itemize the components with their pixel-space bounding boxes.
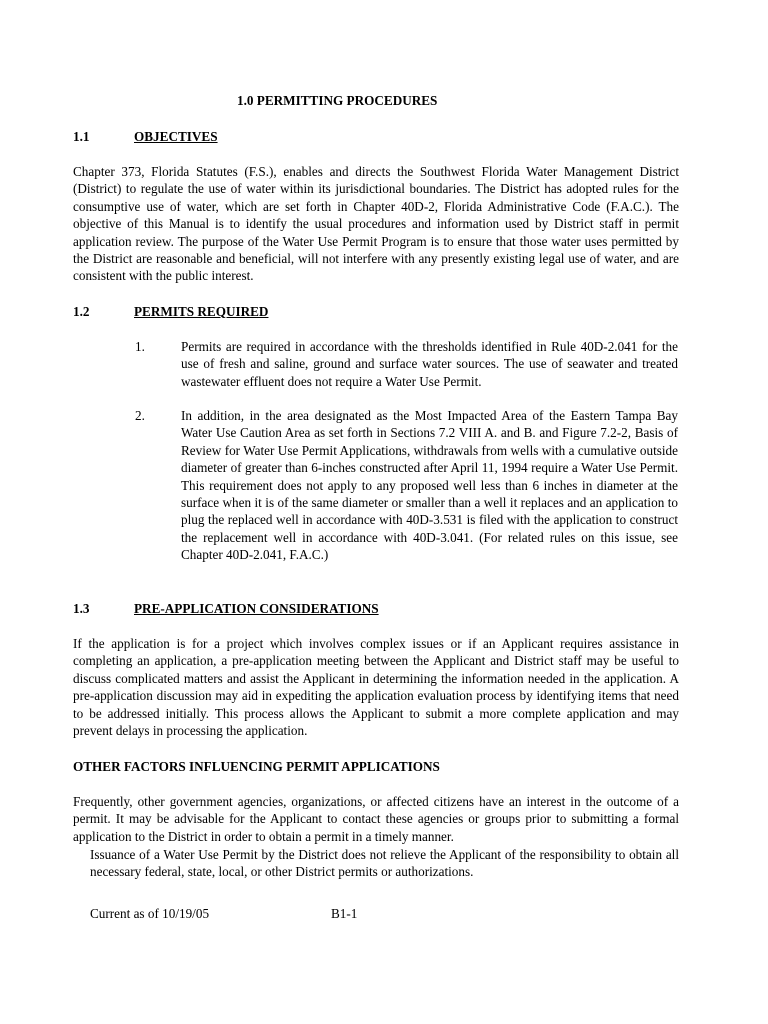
other-factors-heading: OTHER FACTORS INFLUENCING PERMIT APPLICATIONS	[73, 759, 440, 774]
other-factors-paragraph-indented: Issuance of a Water Use Permit by the District does not relieve the Applicant of the responsibility to obtain all necessary federal, state, local, or other District permits or authorizations.	[90, 847, 679, 880]
list-item-number: 1.	[135, 339, 145, 354]
section-name: OBJECTIVES	[134, 129, 218, 144]
section-number: 1.2	[73, 304, 90, 319]
page-title: 1.0 PERMITTING PROCEDURES	[237, 93, 438, 108]
section-name: PERMITS REQUIRED	[134, 304, 269, 319]
section-name: PRE-APPLICATION CONSIDERATIONS	[134, 601, 379, 616]
list-item-text: Permits are required in accordance with the thresholds identified in Rule 40D-2.041 for the use of fresh and saline, ground and surface water sources. The use of seawater and treated wastewater effluent does not require a Water Use Permit.	[181, 339, 678, 389]
list-item-number: 2.	[135, 408, 145, 423]
footer-date: Current as of 10/19/05	[90, 906, 210, 921]
section-heading-pre-application	[73, 600, 573, 618]
pre-application-paragraph: If the application is for a project which involves complex issues or if an Applicant requires assistance in completing an application, a pre-application meeting between the Applicant and District staff may be useful to discuss complicated matters and assist the Applicant in determining the information needed in the application. A pre-application discussion may aid in expediting the application evaluation process by identifying items that need to be addressed initially. This process allows the Applicant to submit a more complete application and may prevent delays in processing the application.	[73, 636, 679, 739]
section-number: 1.3	[73, 601, 90, 616]
other-factors-paragraph: Frequently, other government agencies, organizations, or affected citizens have an interest in the outcome of a permit. It may be advisable for the Applicant to contact these agencies or groups prior to submitting a formal application to the District in order to obtain a permit in a timely manner.	[73, 794, 679, 844]
section-heading-permits-required	[73, 303, 573, 321]
section-heading-objectives	[73, 128, 573, 146]
objectives-paragraph: Chapter 373, Florida Statutes (F.S.), enables and directs the Southwest Florida Water Management District (District) to regulate the use of water within its jurisdictional boundaries. The District has adopted rules for the consumptive use of water, which are set forth in Chapter 40D-2, Florida Administrative Code (F.A.C.). The objective of this Manual is to identify the usual procedures and information used by District staff in permit application review. The purpose of the Water Use Permit Program is to ensure that those water uses permitted by the District are reasonable and beneficial, will not interfere with any presently existing legal use of water, and are consistent with the public interest.	[73, 164, 679, 284]
list-item-text: In addition, in the area designated as the Most Impacted Area of the Eastern Tampa Bay Water Use Caution Area as set forth in Sections 7.2 VIII A. and B. and Figure 7.2-2, Basis of Review for Water Use Permit Applications, withdrawals from wells with a cumulative outside diameter of greater than 6-inches constructed after April 11, 1994 require a Water Use Permit. This requirement does not apply to any proposed well less than 6 inches in diameter at the surface when it is of the same diameter or smaller than a well it replaces and an application to plug the replaced well in accordance with 40D-3.531 is filed with the application to construct the replacement well in accordance with 40D-3.041. (For related rules on this issue, see Chapter 40D-2.041, F.A.C.)	[181, 408, 678, 563]
footer-page-number: B1-1	[331, 906, 358, 921]
section-number: 1.1	[73, 129, 90, 144]
